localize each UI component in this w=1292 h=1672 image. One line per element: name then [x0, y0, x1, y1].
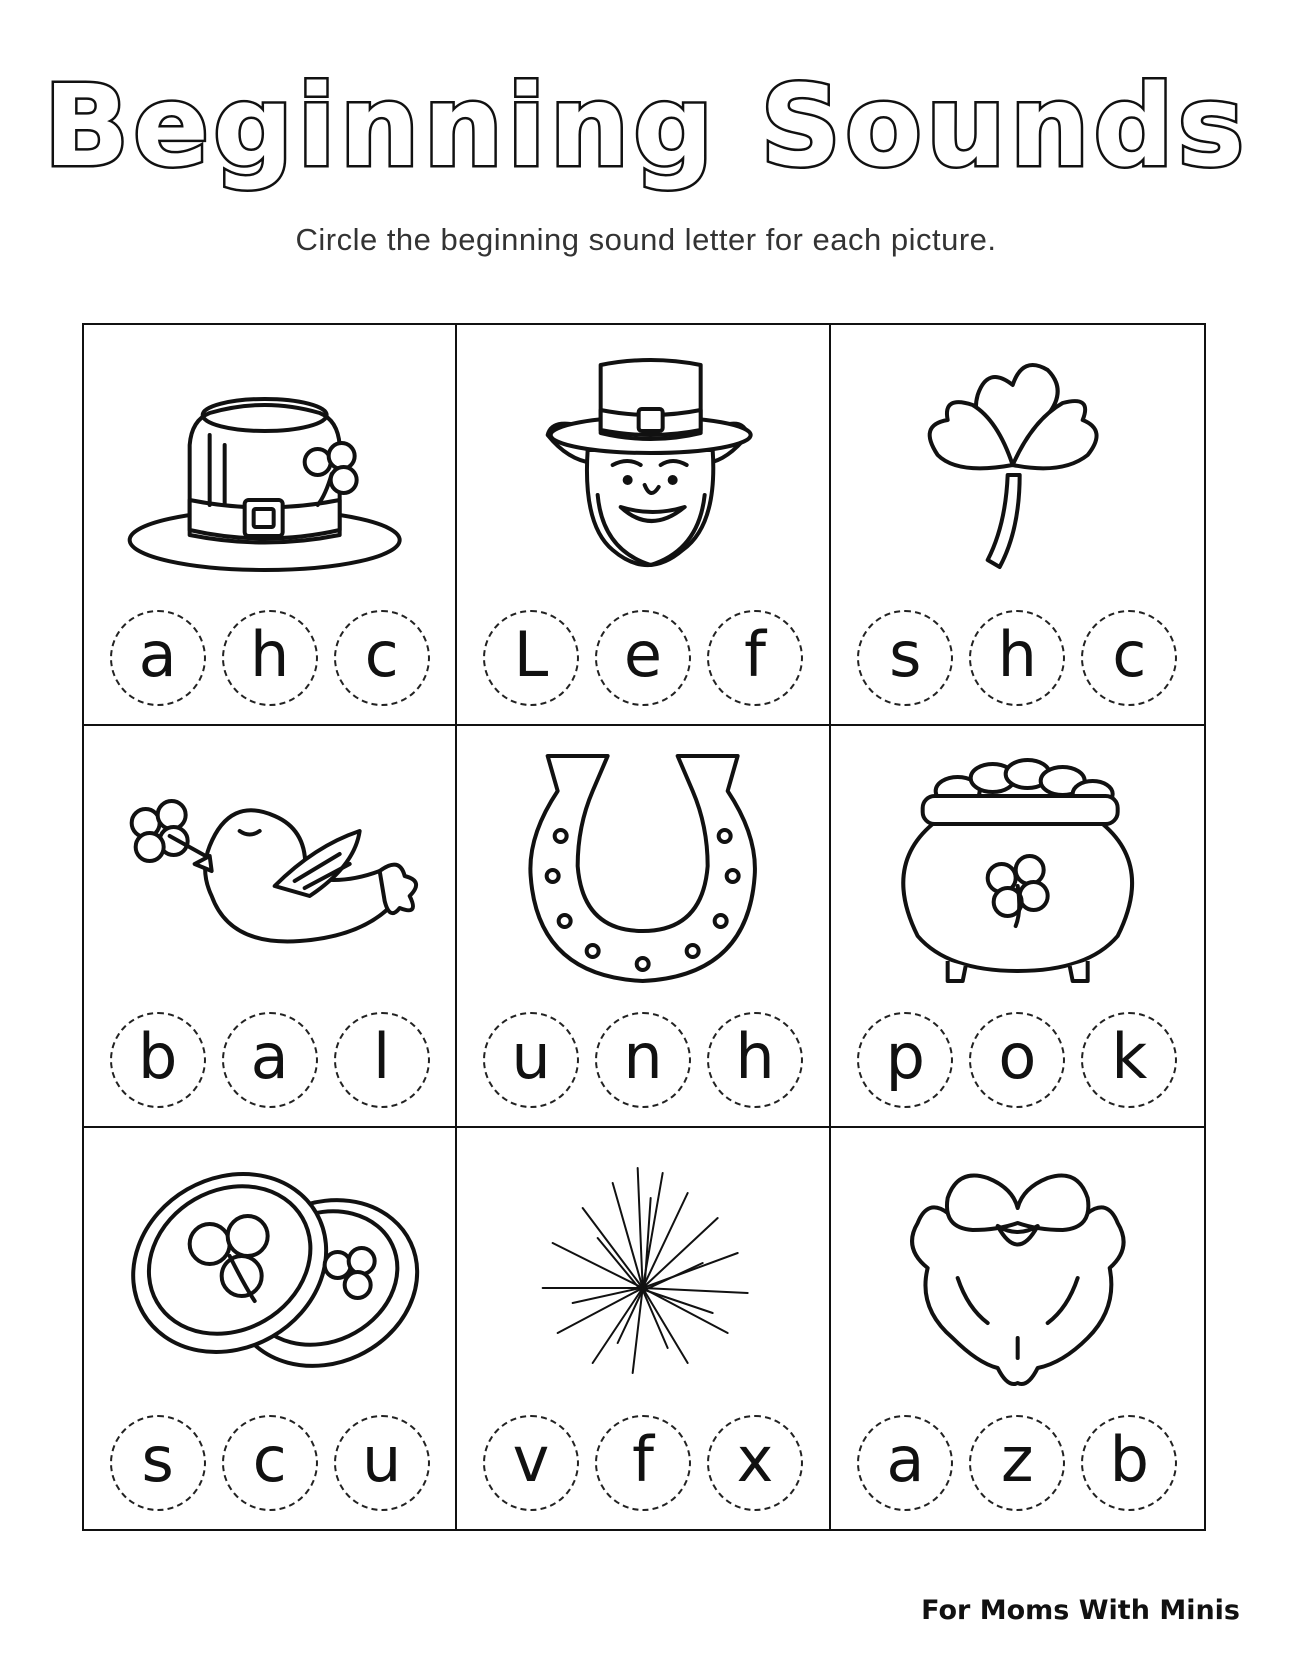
brand-footer: For Moms With Minis	[921, 1595, 1240, 1626]
leprechaun-hat-icon	[94, 335, 445, 590]
letter-choice[interactable]: s	[857, 610, 953, 706]
letter-choice[interactable]: a	[222, 1012, 318, 1108]
leprechaun-icon	[467, 335, 818, 590]
letter-choice[interactable]: L	[483, 610, 579, 706]
letter-choices	[831, 1012, 1204, 1110]
letter-choice[interactable]: h	[222, 610, 318, 706]
letter-choices	[831, 610, 1204, 708]
card-hat	[84, 325, 457, 726]
card-bird	[84, 726, 457, 1127]
letter-choice[interactable]: f	[707, 610, 803, 706]
letter-choice[interactable]: a	[857, 1415, 953, 1511]
letter-choice[interactable]: c	[1081, 610, 1177, 706]
card-coins	[84, 1128, 457, 1529]
card-shamrock	[831, 325, 1204, 726]
letter-choice[interactable]: b	[110, 1012, 206, 1108]
letter-choices	[84, 610, 455, 708]
letter-choice[interactable]: z	[969, 1415, 1065, 1511]
card-pot	[831, 726, 1204, 1127]
card-beard	[831, 1128, 1204, 1529]
beard-icon	[841, 1138, 1194, 1393]
horseshoe-icon	[467, 736, 818, 991]
letter-choice[interactable]: l	[334, 1012, 430, 1108]
letter-choices	[831, 1415, 1204, 1513]
fireworks-icon	[467, 1138, 818, 1393]
card-horseshoe	[457, 726, 830, 1127]
letter-choice[interactable]: x	[707, 1415, 803, 1511]
bird-with-clover-icon	[94, 736, 445, 991]
letter-choice[interactable]: h	[969, 610, 1065, 706]
shamrock-icon	[841, 335, 1194, 590]
letter-choices	[457, 1415, 828, 1513]
letter-choice[interactable]: v	[483, 1415, 579, 1511]
page-title: Beginning Sounds	[43, 62, 1249, 192]
letter-choice[interactable]: n	[595, 1012, 691, 1108]
letter-choices	[84, 1415, 455, 1513]
shamrock-coins-icon	[94, 1138, 445, 1393]
letter-choices	[457, 610, 828, 708]
pot-of-gold-icon	[841, 736, 1194, 991]
letter-choice[interactable]: u	[483, 1012, 579, 1108]
letter-choice[interactable]: f	[595, 1415, 691, 1511]
letter-choice[interactable]: u	[334, 1415, 430, 1511]
letter-choice[interactable]: o	[969, 1012, 1065, 1108]
instructions: Circle the beginning sound letter for each picture.	[295, 222, 997, 257]
letter-choices	[457, 1012, 828, 1110]
letter-choice[interactable]: c	[222, 1415, 318, 1511]
card-leprechaun	[457, 325, 830, 726]
card-fireworks	[457, 1128, 830, 1529]
letter-choice[interactable]: p	[857, 1012, 953, 1108]
letter-choice[interactable]: h	[707, 1012, 803, 1108]
letter-choice[interactable]: k	[1081, 1012, 1177, 1108]
letter-choice[interactable]: e	[595, 610, 691, 706]
letter-choice[interactable]: a	[110, 610, 206, 706]
letter-choice[interactable]: c	[334, 610, 430, 706]
letter-choice[interactable]: b	[1081, 1415, 1177, 1511]
worksheet-grid	[82, 323, 1206, 1531]
letter-choice[interactable]: s	[110, 1415, 206, 1511]
letter-choices	[84, 1012, 455, 1110]
